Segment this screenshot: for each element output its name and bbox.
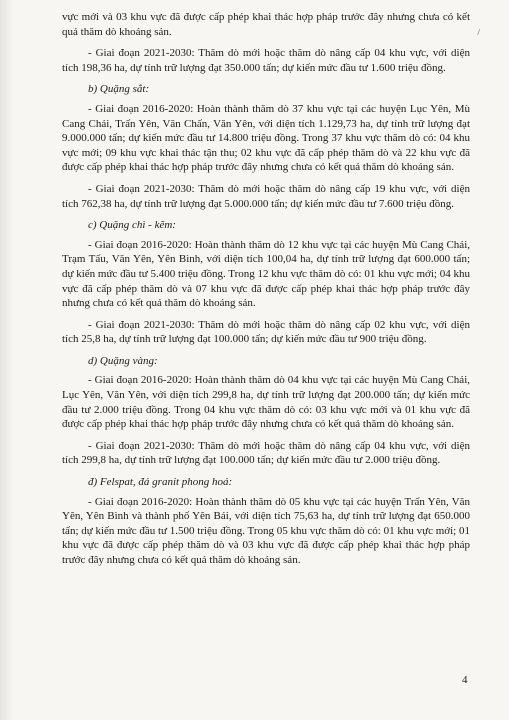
pen-mark [477, 29, 486, 37]
paragraph: vực mới và 03 khu vực đã được cấp phép khai thác hợp pháp trước đây nhưng chưa có kết quả thăm dò khoáng sản. [62, 11, 470, 38]
section-heading: đ) Felspat, đá granit phong hoá: [88, 476, 233, 489]
section-heading: d) Quặng vàng: [88, 354, 158, 367]
page-edge-shadow [0, 0, 14, 720]
paragraph: - Giai đoạn 2016-2020: Hoàn thành thăm dò 04 khu vực tại các huyện Mù Cang Chải, Lục Yên, Văn Yên, với diện tích 299,8 ha, dự tính trữ lượng đạt 200.000 tấn; dự kiến mức đầu tư 2.000 triệu đồng. Trong 04 khu vực thăm dò có: 03 khu vực mới và 01 khu vực đã được cấp phép khai thác hợp pháp trước đây nhưng chưa có kết quả thăm dò khoáng sản. [62, 374, 470, 431]
paragraph: - Giai đoạn 2016-2020: Hoàn thành thăm dò 37 khu vực tại các huyện Lục Yên, Mù Cang Chải, Trấn Yên, Văn Chấn, Văn Yên, với diện tích 1.129,73 ha, dự tính trữ lượng đạt 9.000.000 tấn; dự kiến mức đầu tư 14.800 triệu đồng. Trong 37 khu vực thăm dò có: 04 khu vực mới; 09 khu vực khai thác tận thu; 02 khu vực đã cấp phép thăm dò và 22 khu vực đã được cấp phép khai thác hợp pháp trước đây nhưng chưa có kết quả thăm dò khoáng sản. [62, 102, 470, 174]
section-heading: b) Quặng sắt: [88, 83, 150, 96]
paragraph: - Giai đoạn 2016-2020: Hoàn thành thăm dò 05 khu vực tại các huyện Trấn Yên, Văn Yên, Yên Bình và thành phố Yên Bái, với diện tích 75,63 ha, dự tính trữ lượng đạt 650.000 tấn; dự kiến mức đầu tư 1.500 triệu đồng. Trong 05 khu vực thăm dò có: 01 khu vực mới; 01 khu vực đã được cấp phép thăm dò và 03 khu vực đã được cấp phép khai thác hợp pháp trước đây nhưng chưa có kết quả thăm dò khoáng sản. [62, 495, 470, 566]
paragraph: - Giai đoạn 2021-2030: Thăm dò mới hoặc thăm dò nâng cấp 02 khu vực, với diện tích 25,8 ha, dự tính trữ lượng đạt 100.000 tấn; dự kiến mức đầu tư 900 triệu đồng. [62, 318, 470, 346]
paragraph: - Giai đoạn 2021-2030: Thăm dò mới hoặc thăm dò nâng cấp 04 khu vực, với diện tích 198,36 ha, dự tính trữ lượng đạt 350.000 tấn; dự kiến mức đầu tư 1.600 triệu đồng. [62, 47, 470, 74]
paragraph: - Giai đoạn 2021-2030: Thăm dò mới hoặc thăm dò nâng cấp 19 khu vực, với diện tích 762,38 ha, dự tính trữ lượng đạt 5.000.000 tấn; dự kiến mức đầu tư 7.600 triệu đồng. [62, 182, 470, 210]
page-body [62, 10, 470, 575]
paragraph: - Giai đoạn 2016-2020: Hoàn thành thăm dò 12 khu vực tại các huyện Mù Cang Chải, Trạm Tấu, Văn Yên, Yên Bình, với diện tích 100,04 ha, dự tính trữ lượng đạt 600.000 tấn; dự kiến mức đầu tư 5.400 triệu đồng. Trong 12 khu vực thăm dò có: 01 khu vực mới; 04 khu vực đã cấp phép thăm dò và 07 khu vực đã được cấp phép khai thác hợp pháp trước đây nhưng chưa có kết quả thăm dò khoáng sản. [62, 238, 470, 310]
page-number: 4 [462, 674, 468, 686]
paragraph: - Giai đoạn 2021-2030: Thăm dò mới hoặc thăm dò nâng cấp 04 khu vực, với diện tích 299,8 ha, dự tính trữ lượng đạt 100.000 tấn; dự kiến mức đầu tư 2.000 triệu đồng. [62, 439, 470, 467]
section-heading: c) Quặng chì - kẽm: [88, 219, 176, 232]
